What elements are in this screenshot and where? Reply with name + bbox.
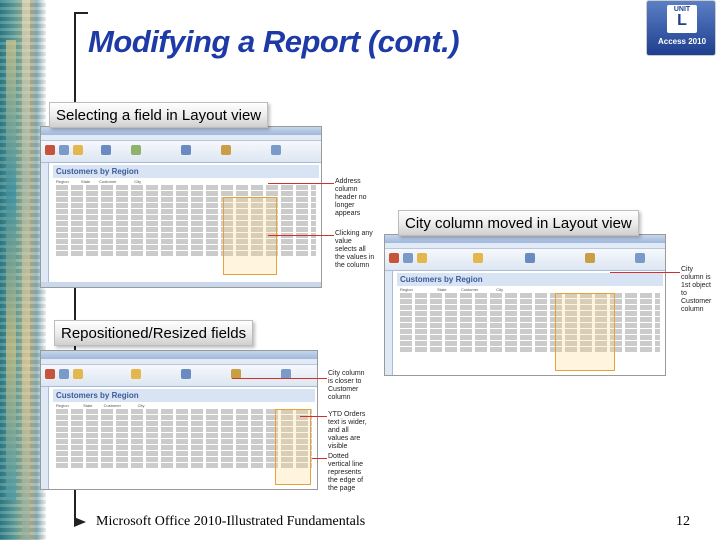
slide-title: Modifying a Report (cont.) [88, 24, 460, 59]
ribbon [41, 141, 321, 163]
caption-layout-select: Selecting a field in Layout view [49, 102, 268, 128]
callout-address-header: Address column header no longer appears [335, 178, 367, 217]
report-row [56, 221, 316, 226]
report-column-headers [397, 286, 663, 293]
report-row [56, 445, 312, 450]
column-header-customer[interactable]: Customer [99, 179, 117, 184]
report-row [56, 245, 316, 250]
decorative-band [6, 40, 16, 500]
controls-icon [473, 253, 483, 263]
status-bar [41, 282, 321, 287]
navigation-pane[interactable] [41, 163, 49, 287]
callout-pointer [232, 378, 327, 379]
format-icon [131, 145, 141, 155]
report-row [56, 215, 316, 220]
footer-text: Microsoft Office 2010-Illustrated Fundamentals [96, 514, 366, 529]
report-title: Customers by Region [53, 389, 315, 402]
report-row [56, 209, 316, 214]
unit-box [667, 5, 697, 33]
group-icon [73, 145, 83, 155]
callout-dotted-vertical: Dotted vertical line represents the edge of the page [328, 453, 364, 492]
column-header-city[interactable]: City [137, 403, 145, 408]
view-icon [45, 369, 55, 379]
ribbon [41, 365, 317, 387]
column-header-region[interactable]: Region [56, 179, 69, 184]
callout-pointer [268, 183, 334, 184]
column-header-state[interactable]: State [437, 287, 447, 292]
report-document [397, 273, 663, 373]
bracket-top-line [74, 12, 88, 14]
report-row [56, 439, 312, 444]
callout-pointer [312, 458, 327, 459]
column-header-state[interactable]: State [83, 403, 93, 408]
callout-city-close: City column is closer to Customer column [328, 370, 365, 401]
column-header-city[interactable]: City [496, 287, 503, 292]
report-row [56, 197, 316, 202]
report-row [56, 251, 316, 256]
report-row [400, 311, 660, 316]
report-document [53, 389, 315, 487]
report-row [56, 227, 316, 232]
report-row [56, 185, 316, 190]
column-header-customer[interactable]: Customer [460, 287, 479, 292]
unit-word: UNIT [673, 6, 691, 13]
report-row [400, 323, 660, 328]
image-icon [525, 253, 535, 263]
report-column-headers [53, 402, 315, 409]
image-icon [181, 145, 191, 155]
callout-ytd-orders: YTD Orders text is wider, and all values are visible [328, 411, 367, 450]
report-row [400, 317, 660, 322]
arrow-bullet-icon [74, 517, 86, 527]
report-row [56, 463, 312, 468]
theme-icon [59, 369, 69, 379]
report-row [56, 457, 312, 462]
report-row [56, 409, 312, 414]
window-titlebar [41, 351, 317, 359]
unit-badge [646, 0, 716, 56]
view-icon [389, 253, 399, 263]
callout-pointer [300, 416, 327, 417]
report-row [56, 191, 316, 196]
report-row [56, 239, 316, 244]
report-row [400, 335, 660, 340]
report-row [56, 433, 312, 438]
report-title: Customers by Region [397, 273, 663, 286]
column-header-region[interactable]: Region [56, 403, 69, 408]
column-header-region[interactable]: Region [400, 287, 413, 292]
decorative-band [22, 0, 30, 540]
report-row [56, 421, 312, 426]
product-name: Access 2010 [657, 37, 707, 46]
properties-icon [635, 253, 645, 263]
screenshot-repositioned [40, 350, 318, 490]
report-title: Customers by Region [53, 165, 319, 178]
moved-city-column[interactable] [555, 293, 615, 371]
header-icon [585, 253, 595, 263]
report-row [400, 329, 660, 334]
callout-clicking-any: Clicking any value selects all the values in the column [335, 230, 375, 269]
report-row [400, 347, 660, 352]
report-row [56, 451, 312, 456]
screenshot-city-moved [384, 234, 666, 376]
report-row [56, 427, 312, 432]
caption-repositioned: Repositioned/Resized fields [54, 320, 253, 346]
report-row [400, 299, 660, 304]
navigation-pane[interactable] [385, 271, 393, 375]
callout-pointer [610, 272, 680, 273]
controls-icon [101, 145, 111, 155]
properties-icon [271, 145, 281, 155]
group-icon [73, 369, 83, 379]
group-icon [417, 253, 427, 263]
selected-city-column[interactable] [223, 197, 277, 275]
page-number: 12 [676, 514, 690, 529]
image-icon [181, 369, 191, 379]
report-row [400, 293, 660, 298]
callout-city-first: City column is 1st object to Customer column [681, 266, 712, 313]
unit-letter: L [677, 12, 687, 29]
column-header-state[interactable]: State [80, 179, 91, 184]
column-header-customer[interactable]: Customer [103, 403, 121, 408]
header-icon [221, 145, 231, 155]
column-header-city[interactable]: City [134, 179, 142, 184]
theme-icon [403, 253, 413, 263]
controls-icon [131, 369, 141, 379]
ribbon [385, 249, 665, 271]
report-row [400, 341, 660, 346]
caption-city-moved: City column moved in Layout view [398, 210, 639, 236]
view-icon [45, 145, 55, 155]
callout-pointer [268, 235, 334, 236]
report-row [400, 305, 660, 310]
resized-ytd-column[interactable] [275, 409, 311, 485]
report-row [56, 415, 312, 420]
theme-icon [59, 145, 69, 155]
screenshot-layout-select [40, 126, 322, 288]
report-row [56, 203, 316, 208]
navigation-pane[interactable] [41, 387, 49, 489]
